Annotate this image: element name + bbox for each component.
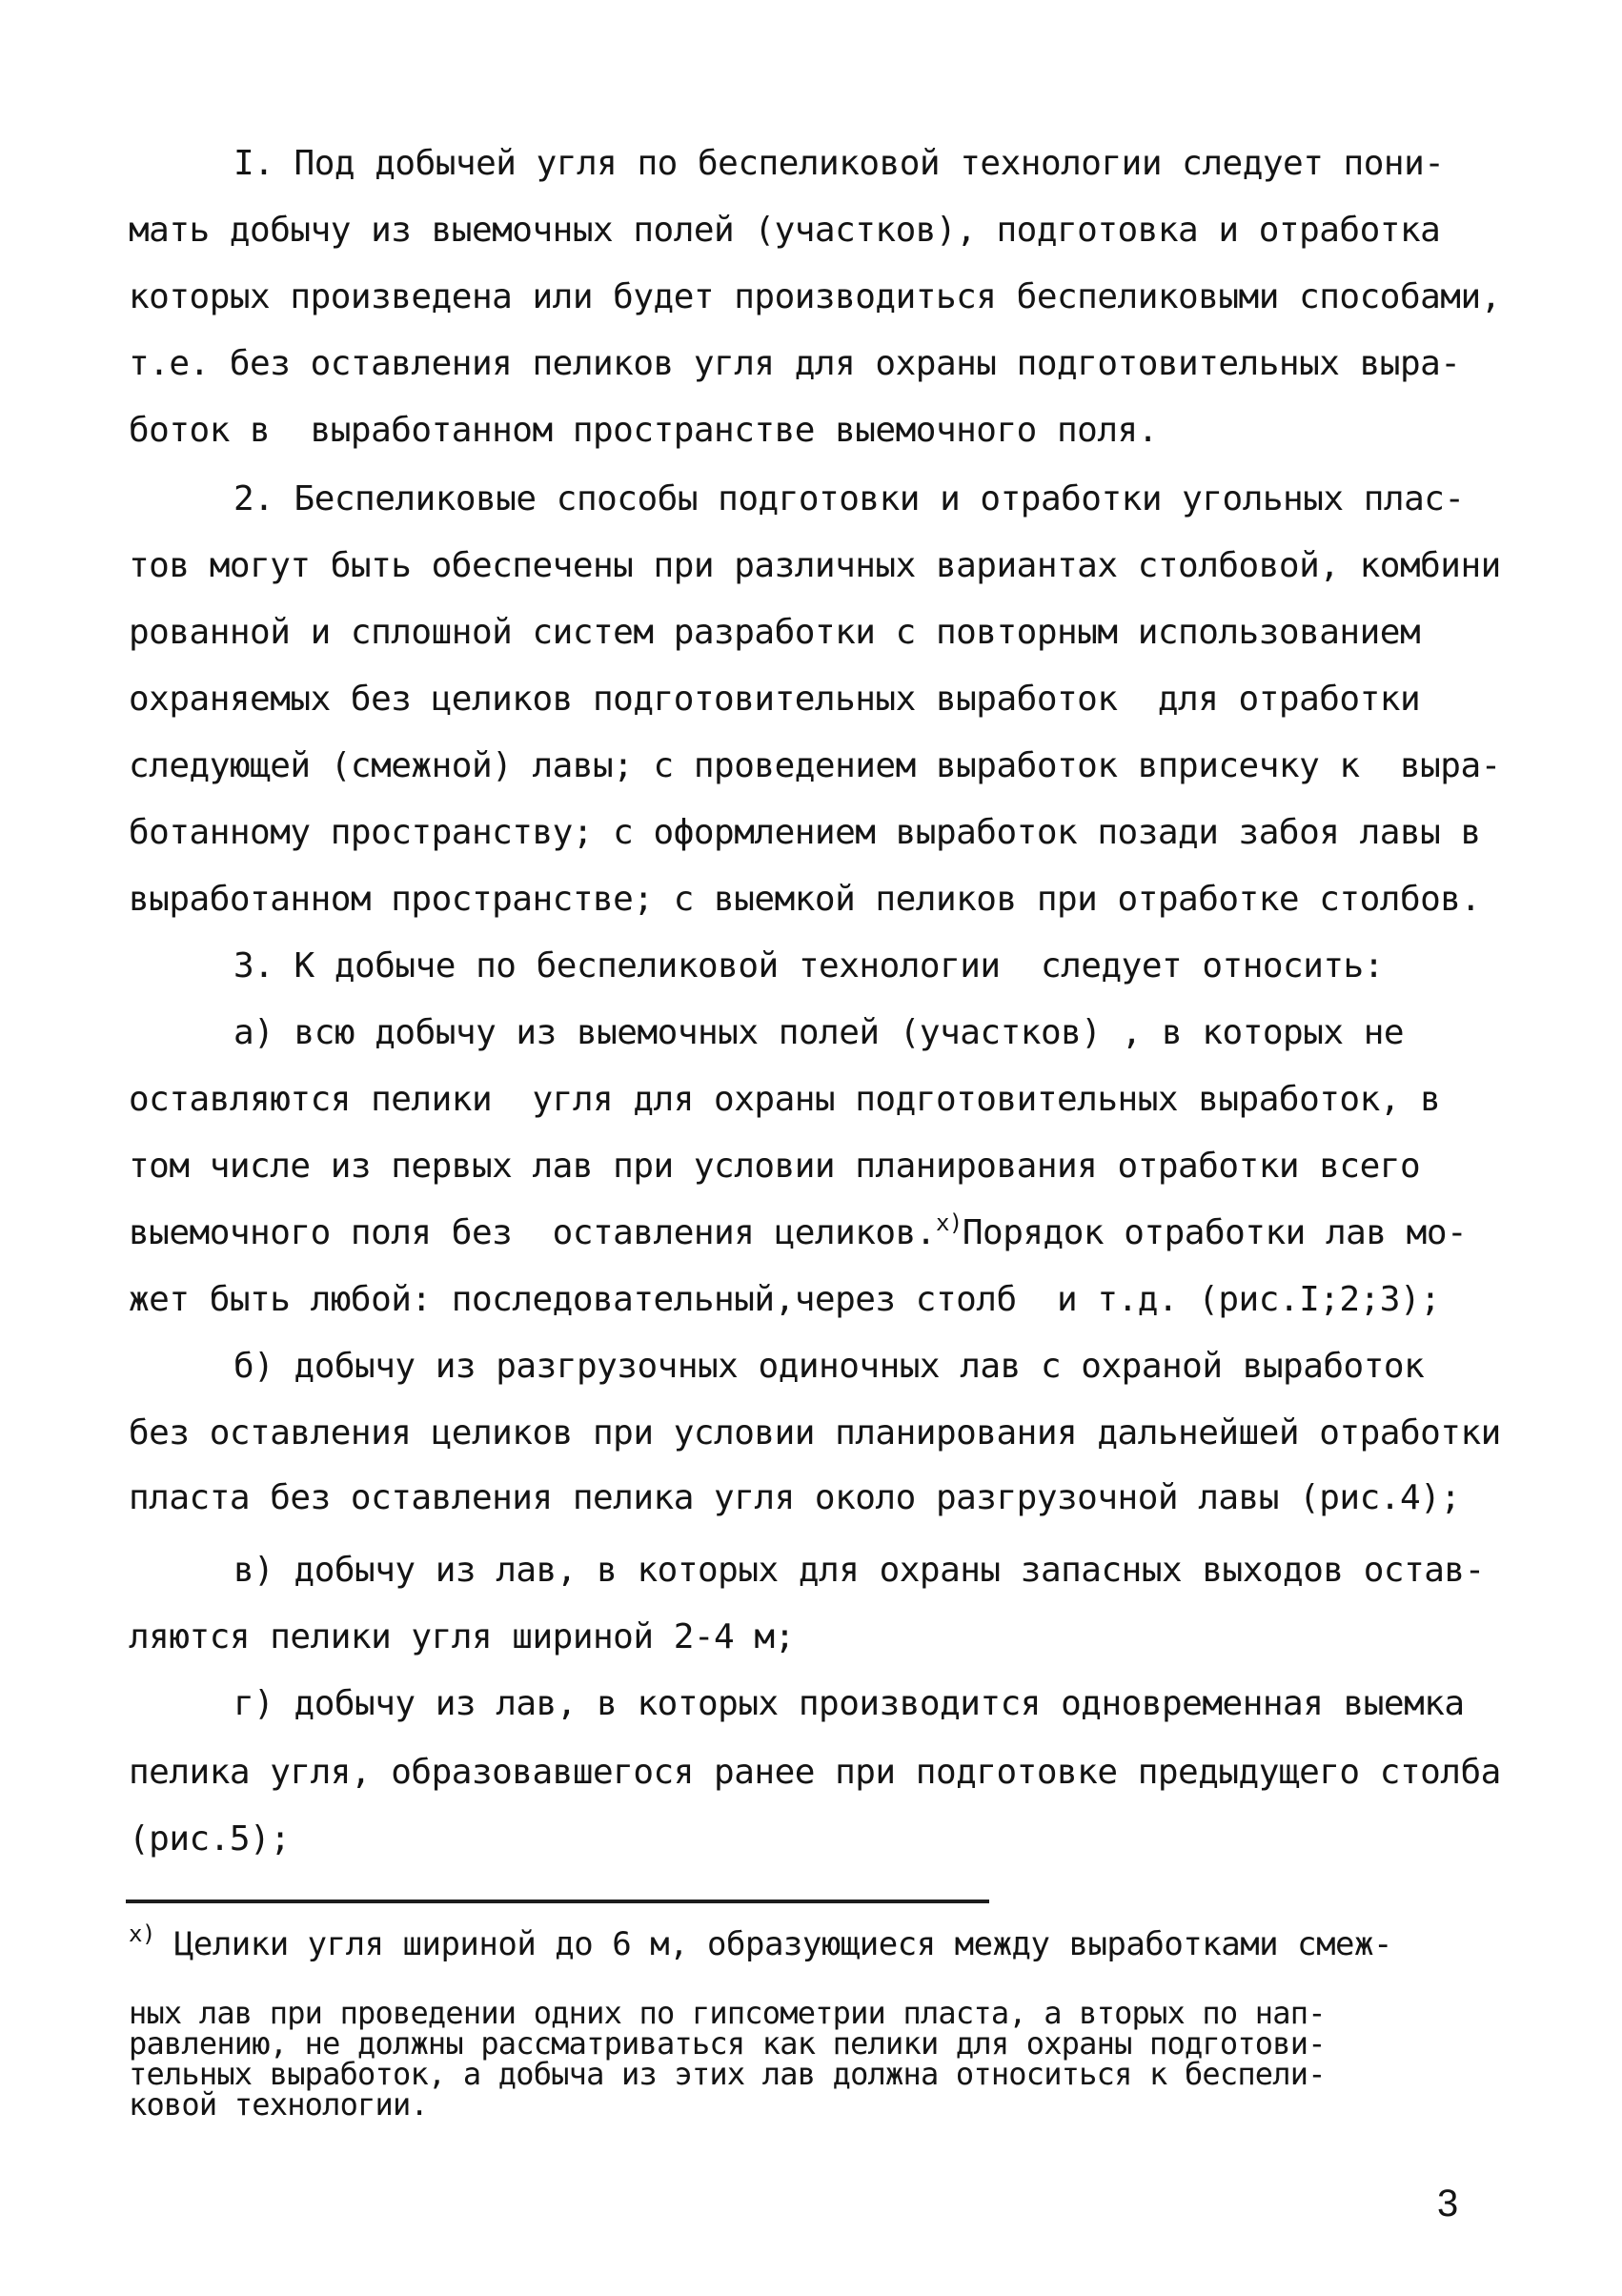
footnote-line-2: ных лав при проведении одних по гипсометрии пласта, а вторых по нап- [129,1995,1326,2031]
footnote-line-1 [129,1920,1530,1963]
paragraph-1-line-1: I. Под добычей угля по беспеликовой технологии следует пони- [233,144,1445,183]
paragraph-2-line-6: ботанному пространству; с оформлением выработок позади забоя лавы в [129,813,1481,852]
paragraph-1-line-2: мать добычу из выемочных полей (участков), подготовка и отработка [129,211,1441,250]
footnote-line-4: тельных выработок, а добыча из этих лав должна относиться к беспели- [129,2056,1326,2092]
paragraph-2-line-5: следующей (смежной) лавы; с проведением выработок вприсечку к выра- [129,746,1501,785]
footnote-first-line-text: Целики угля шириной до 6 м, образующиеся между выработками смеж- [173,1925,1392,1963]
item-a-line-3: том числе из первых лав при условии планирования отработки всего [129,1147,1421,1186]
item-b-line-3: пласта без оставления пелика угля около разгрузочной лавы (рис.4); [129,1478,1461,1517]
item-g-line-3: (рис.5); [129,1819,291,1859]
footnote-line-3: равлению, не должны рассматриваться как пелики для охраны подготови- [129,2025,1326,2062]
item-g-line-1: г) добычу из лав, в которых производится одновременная выемка [233,1684,1465,1723]
paragraph-2-line-7: выработанном пространстве; с выемкой пеликов при отработке столбов. [129,880,1481,919]
paragraph-2-line-3: рованной и сплошной систем разработки с повторным использованием [129,613,1421,652]
item-a-line-4-text-before: выемочного поля без оставления целиков. [129,1213,936,1252]
item-v-line-1: в) добычу из лав, в которых для охраны запасных выходов остав- [233,1551,1485,1590]
paragraph-1-line-5: боток в выработанном пространстве выемочного поля. [129,411,1158,450]
footnote-marker: x) [129,1920,155,1947]
paragraph-1-line-3: которых произведена или будет производиться беспеликовыми способами, [129,277,1501,316]
item-a-line-1: а) всю добычу из выемочных полей (участков) , в которых не [233,1013,1405,1052]
item-a-line-4 [129,1209,1530,1254]
item-a-line-2: оставляются пелики угля для охраны подготовительных выработок, в [129,1080,1441,1119]
page-number: 3 [1437,2183,1459,2225]
item-b-line-1: б) добычу из разгрузочных одиночных лав с охраной выработок [233,1347,1425,1386]
paragraph-2-line-2: тов могут быть обеспечены при различных вариантах столбовой, комбини [129,546,1501,585]
item-a-line-5: жет быть любой: последовательный,через столб и т.д. (рис.I;2;3); [129,1280,1441,1319]
item-b-line-2: без оставления целиков при условии планирования дальнейшей отработки [129,1413,1501,1453]
paragraph-1-line-4: т.е. без оставления пеликов угля для охраны подготовительных выра- [129,344,1461,383]
paragraph-2-line-1: 2. Беспеликовые способы подготовки и отработки угольных плас- [233,479,1465,518]
footnote-line-5: ковой технологии. [129,2086,428,2123]
item-a-line-4-text-after: Порядок отработки лав мо- [962,1213,1468,1252]
footnote-divider [126,1900,989,1903]
item-g-line-2: пелика угля, образовавшегося ранее при подготовке предыдущего столба [129,1753,1501,1792]
item-v-line-2: ляются пелики угля шириной 2-4 м; [129,1617,795,1656]
paragraph-2-line-4: охраняемых без целиков подготовительных выработок для отработки [129,680,1421,719]
paragraph-3-line-1: 3. К добыче по беспеликовой технологии следует относить: [233,946,1384,985]
footnote-reference-marker: x) [935,1209,963,1236]
